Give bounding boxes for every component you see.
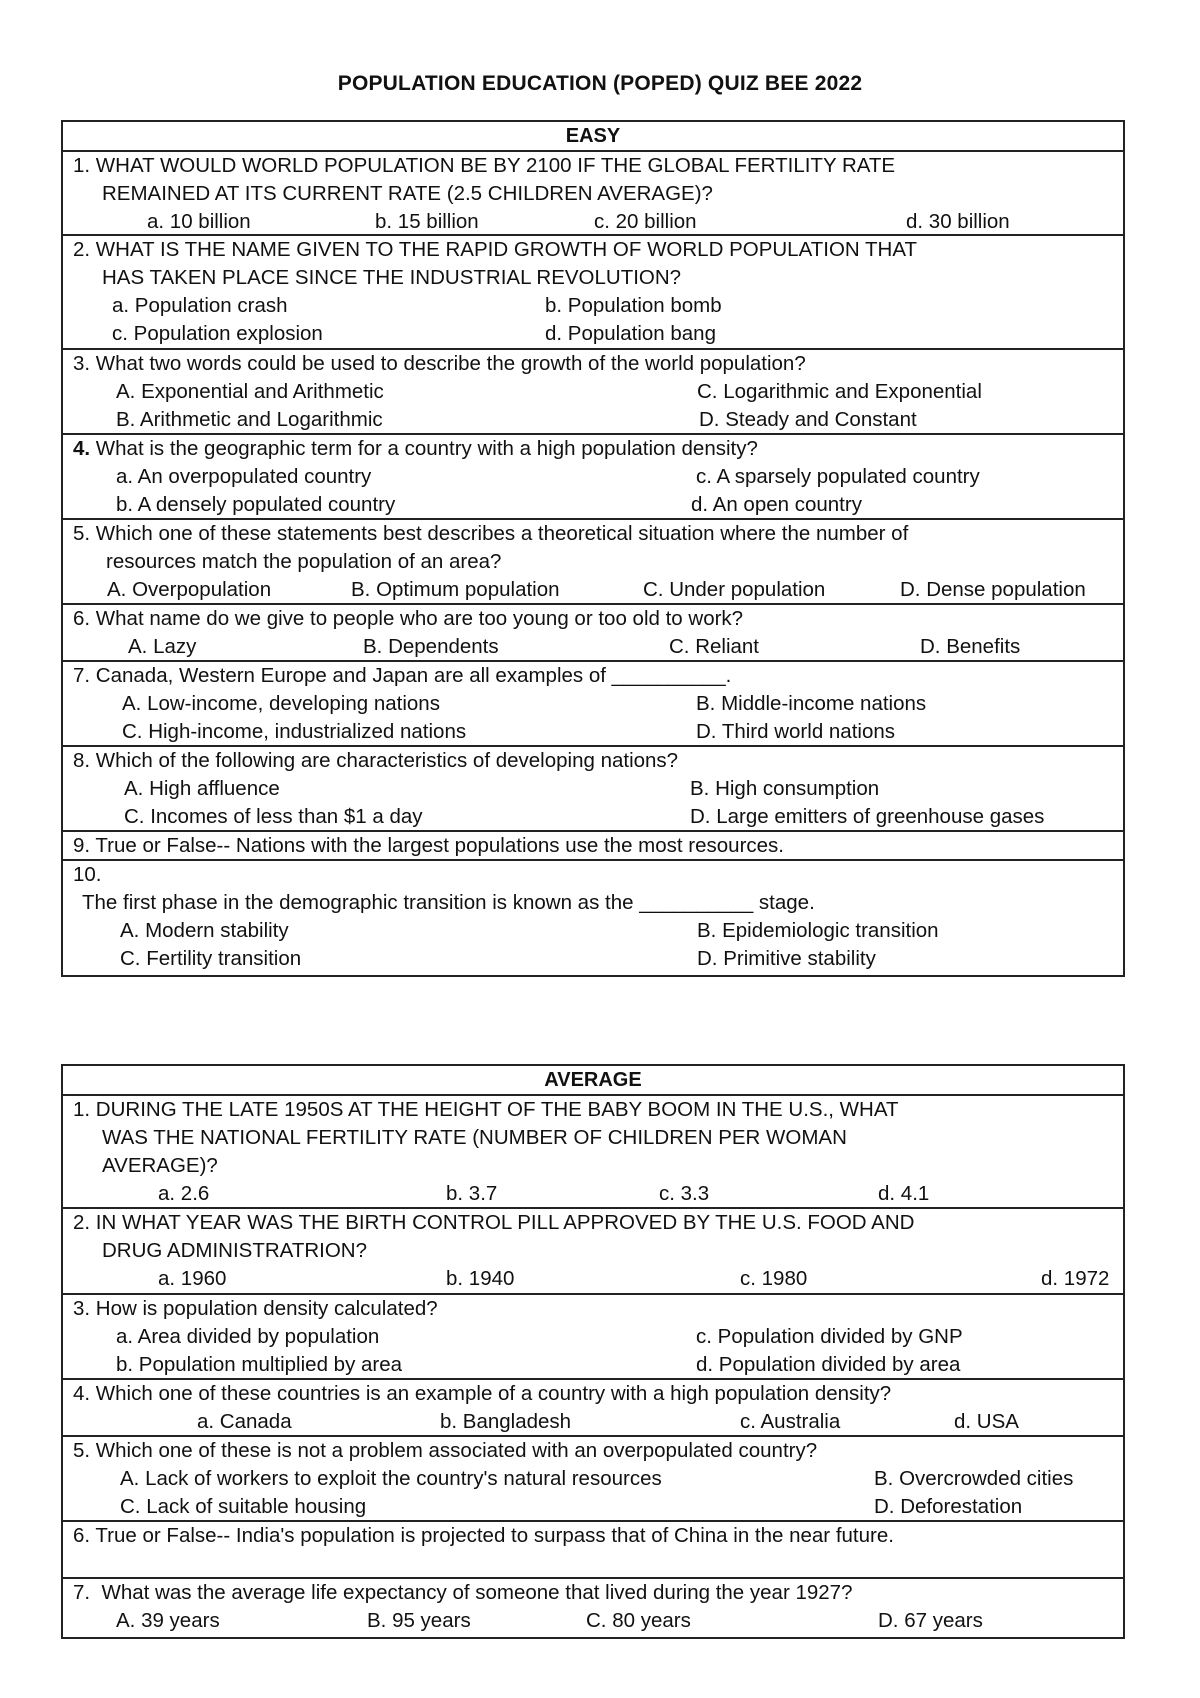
option-c: c. A sparsely populated country [696,465,980,488]
option-b: b. 3.7 [446,1182,498,1205]
question-text: What is the geographic term for a country with a high population density? [90,437,758,460]
question-text: 7. What was the average life expectancy of someone that lived during the year 1927? [73,1581,853,1604]
option-b: b. 1940 [446,1267,515,1290]
option-c: C. Under population [643,578,826,601]
option-c: c. 20 billion [594,210,697,233]
option-a: a. 10 billion [147,210,251,233]
average-question-5 [63,1437,1123,1522]
question-text: HAS TAKEN PLACE SINCE THE INDUSTRIAL REVOLUTION? [102,266,682,289]
option-c: c. Population divided by GNP [696,1325,963,1348]
option-d: d. 4.1 [878,1182,930,1205]
average-question-4 [63,1380,1123,1437]
section-heading-easy: EASY [63,122,1123,152]
option-a: a. 1960 [158,1267,227,1290]
question-text: WAS THE NATIONAL FERTILITY RATE (NUMBER OF CHILDREN PER WOMAN [102,1126,847,1149]
option-c: C. 80 years [586,1609,691,1632]
question-text: 6. What name do we give to people who are too young or too old to work? [73,607,744,630]
option-a: A. Overpopulation [107,578,272,601]
average-question-table [61,1064,1125,1639]
average-question-2 [63,1209,1123,1295]
option-b: B. High consumption [690,777,880,800]
easy-question-6 [63,605,1123,662]
option-c: C. Incomes of less than $1 a day [124,805,423,828]
easy-question-10 [63,861,1123,975]
average-question-3 [63,1295,1123,1380]
question-text: 5. Which one of these is not a problem associated with an overpopulated country? [73,1439,818,1462]
option-a: A. Exponential and Arithmetic [116,380,384,403]
option-d: d. Population bang [545,322,716,345]
easy-question-2 [63,236,1123,350]
option-d: D. Third world nations [696,720,896,743]
option-b: b. Population multiplied by area [116,1353,403,1376]
option-c: c. 1980 [740,1267,808,1290]
option-d: D. Primitive stability [697,947,876,970]
easy-question-5 [63,520,1123,605]
average-question-1 [63,1096,1123,1209]
option-d: d. USA [954,1410,1019,1433]
option-d: d. 30 billion [906,210,1010,233]
option-b: b. A densely populated country [116,493,396,516]
option-d: D. Benefits [920,635,1021,658]
option-a: a. 2.6 [158,1182,210,1205]
option-b: B. Epidemiologic transition [697,919,939,942]
option-a: a. Canada [197,1410,292,1433]
option-b: B. Arithmetic and Logarithmic [116,408,383,431]
option-b: B. Dependents [363,635,499,658]
option-b: B. Middle-income nations [696,692,927,715]
option-a: A. Low-income, developing nations [122,692,440,715]
easy-question-table [61,120,1125,977]
question-text: AVERAGE)? [102,1154,218,1177]
average-question-6 [63,1522,1123,1579]
option-a: a. Area divided by population [116,1325,380,1348]
option-c: C. Logarithmic and Exponential [697,380,982,403]
option-c: C. Lack of suitable housing [120,1495,367,1518]
question-text: 9. True or False-- Nations with the largest populations use the most resources. [73,834,785,857]
option-a: a. Population crash [112,294,288,317]
question-text: 3. How is population density calculated? [73,1297,438,1320]
question-text: 5. Which one of these statements best describes a theoretical situation where the number of [73,522,909,545]
option-b: b. Bangladesh [440,1410,572,1433]
option-b: B. Overcrowded cities [874,1467,1074,1490]
option-a: A. High affluence [124,777,280,800]
option-b: b. Population bomb [545,294,722,317]
question-text: REMAINED AT ITS CURRENT RATE (2.5 CHILDREN AVERAGE)? [102,182,713,205]
section-heading-average: AVERAGE [63,1066,1123,1096]
option-c: c. Population explosion [112,322,323,345]
question-text: DRUG ADMINISTRATRION? [102,1239,367,1262]
option-c: C. Fertility transition [120,947,302,970]
question-text: 3. What two words could be used to describe the growth of the world population? [73,352,806,375]
easy-question-3 [63,350,1123,435]
easy-question-4 [63,435,1123,520]
option-d: d. 1972 [1041,1267,1110,1290]
option-a: A. Modern stability [120,919,289,942]
option-d: d. Population divided by area [696,1353,961,1376]
option-d: D. Steady and Constant [699,408,917,431]
average-question-7 [63,1579,1123,1637]
question-text: 7. Canada, Western Europe and Japan are all examples of __________. [73,664,732,687]
option-a: A. Lazy [128,635,197,658]
option-b: B. 95 years [367,1609,471,1632]
question-text: 2. WHAT IS THE NAME GIVEN TO THE RAPID GROWTH OF WORLD POPULATION THAT [73,238,918,261]
option-c: C. Reliant [669,635,760,658]
option-b: b. 15 billion [375,210,479,233]
option-d: D. Large emitters of greenhouse gases [690,805,1045,828]
question-text: 1. DURING THE LATE 1950S AT THE HEIGHT OF THE BABY BOOM IN THE U.S., WHAT [73,1098,899,1121]
question-text: resources match the population of an area? [106,550,502,573]
option-b: B. Optimum population [351,578,560,601]
question-text: 8. Which of the following are characteristics of developing nations? [73,749,679,772]
question-text: The first phase in the demographic transition is known as the __________ stage. [82,891,815,914]
easy-question-8 [63,747,1123,832]
page-title: POPULATION EDUCATION (POPED) QUIZ BEE 2022 [337,72,863,95]
option-c: C. High-income, industrialized nations [122,720,467,743]
option-a: a. An overpopulated country [116,465,372,488]
question-text: 6. True or False-- India's population is projected to surpass that of China in the near future. [73,1524,894,1547]
easy-question-9 [63,832,1123,861]
question-text: 2. IN WHAT YEAR WAS THE BIRTH CONTROL PILL APPROVED BY THE U.S. FOOD AND [73,1211,915,1234]
easy-question-7 [63,662,1123,747]
question-text: 1. WHAT WOULD WORLD POPULATION BE BY 2100 IF THE GLOBAL FERTILITY RATE [73,154,896,177]
question-text: 4. Which one of these countries is an example of a country with a high population density? [73,1382,892,1405]
option-a: A. Lack of workers to exploit the country's natural resources [120,1467,662,1490]
option-c: c. Australia [740,1410,841,1433]
option-d: D. Dense population [900,578,1086,601]
easy-question-1 [63,152,1123,236]
option-c: c. 3.3 [659,1182,710,1205]
option-d: D. 67 years [878,1609,983,1632]
question-number: 10. [73,863,102,886]
option-d: d. An open country [691,493,862,516]
option-a: A. 39 years [116,1609,220,1632]
question-number: 4. [73,437,91,460]
option-d: D. Deforestation [874,1495,1023,1518]
